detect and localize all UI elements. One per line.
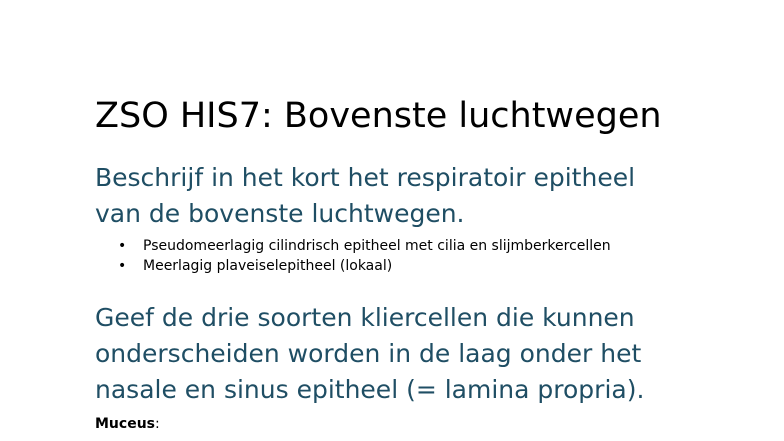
- label-colon: :: [155, 416, 160, 432]
- bullet-icon: •: [118, 238, 127, 254]
- question-2-line-3: nasale en sinus epitheel (= lamina propria).: [95, 375, 645, 404]
- question-1-line-2: van de bovenste luchtwegen.: [95, 199, 465, 228]
- answer-2-label: [95, 414, 160, 434]
- question-1-line-1: Beschrijf in het kort het respiratoir epitheel: [95, 163, 636, 192]
- question-1: [95, 160, 635, 232]
- bullet-icon: •: [118, 258, 127, 274]
- muceus-label: Muceus: [95, 416, 155, 432]
- list-item-text: Pseudomeerlagig cilindrisch epitheel met cilia en slijmberkercellen: [143, 238, 611, 254]
- answer-1-list: [95, 236, 611, 276]
- question-2-line-1: Geef de drie soorten kliercellen die kunnen: [95, 303, 635, 332]
- list-item: [95, 256, 611, 276]
- question-2: [95, 300, 644, 408]
- list-item: [95, 236, 611, 256]
- list-item-text: Meerlagig plaveiselepitheel (lokaal): [143, 258, 393, 274]
- question-2-line-2: onderscheiden worden in de laag onder het: [95, 339, 642, 368]
- slide-title: ZSO HIS7: Bovenste luchtwegen: [95, 96, 662, 136]
